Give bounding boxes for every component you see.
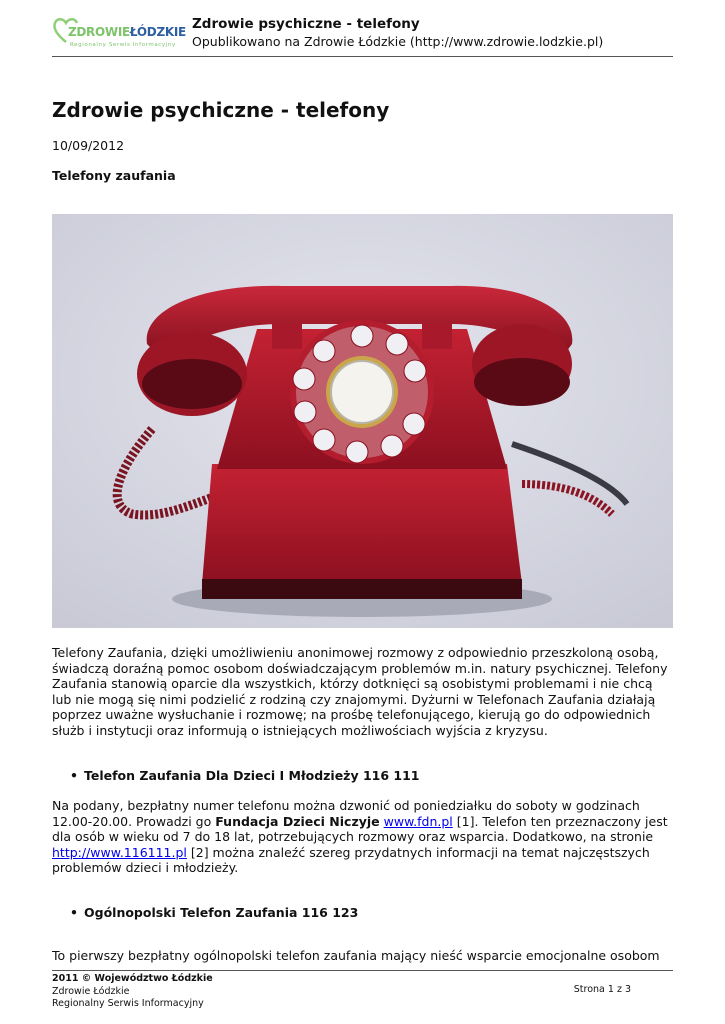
page-header [52, 14, 673, 57]
footer-site-name: Zdrowie Łódzkie [52, 985, 130, 997]
footer-tagline: Regionalny Serwis Informacyjny [52, 998, 204, 1009]
helpline-116111-heading: • Telefon Zaufania Dla Dzieci I Młodzieży 116 111 [84, 768, 420, 783]
section-heading: Telefony zaufania [52, 168, 176, 183]
red-telephone-photo [52, 214, 673, 628]
116111-link[interactable]: http://www.116111.pl [52, 844, 187, 860]
page-number: Strona 1 z 3 [573, 984, 631, 995]
zdrowie-lodzkie-logo[interactable] [52, 16, 186, 52]
page-title: Zdrowie psychiczne - telefony [52, 98, 390, 122]
footer-copyright: 2011 © Województwo Łódzkie [52, 973, 213, 984]
helpline-116123-paragraph: To pierwszy bezpłatny ogólnopolski telefon zaufania mający nieść wsparcie emocjonalne osobom [52, 948, 660, 963]
telephone-illustration [52, 214, 673, 628]
header-title: Zdrowie psychiczne - telefony [192, 16, 420, 32]
fdn-link[interactable]: www.fdn.pl [383, 813, 453, 829]
logo-tagline: Regionalny Serwis Informacyjny [70, 42, 176, 48]
helpline-116123-heading: • Ogólnopolski Telefon Zaufania 116 123 [84, 905, 358, 920]
publish-date: 10/09/2012 [52, 138, 125, 153]
page-footer [52, 970, 673, 1011]
helpline-116111-paragraph: Na podany, bezpłatny numer telefonu można dzwonić od poniedziałku do soboty w godzinach 12.00-20.00. Prowadzi go Fundacja Dzieci Niczyje www.fdn.pl [1]. Telefon ten przeznaczony jest dla osób w wieku od 7 do 18 lat, potrzebujących rozmowy oraz wsparcia. Dodatkowo, na stronie http://www.116111.pl [2] można znaleźć szereg przydatnych informacji na temat najczęstszych problemów dzieci i młodzieży. [52, 798, 668, 875]
foundation-name: Fundacja Dzieci Niczyje [215, 813, 380, 829]
intro-paragraph: Telefony Zaufania, dzięki umożliwieniu anonimowej rozmowy z odpowiednio przeszkoloną osobą, świadczą doraźną pomoc osobom doświadczającym problemów m.in. natury psychicznej. Telefony Zaufania stanowią oparcie dla wszystkich, którzy dotknięci są osobistymi problemami i nie chcą lub nie mogą się nimi podzielić z rodziną czy znajomymi. Dyżurni w Telefonach Zaufania działają poprzez uważne wysłuchanie i rozmowę; na prośbę telefonującego, kierują go do odpowiednich służb i instytucji oraz informują o istniejących możliwościach wyjścia z kryzysu. [52, 645, 668, 738]
header-subtitle: Opublikowano na Zdrowie Łódzkie (http://www.zdrowie.lodzkie.pl) [192, 34, 604, 49]
logo-wordmark: ZDROWIEŁÓDZKIE [68, 25, 186, 39]
